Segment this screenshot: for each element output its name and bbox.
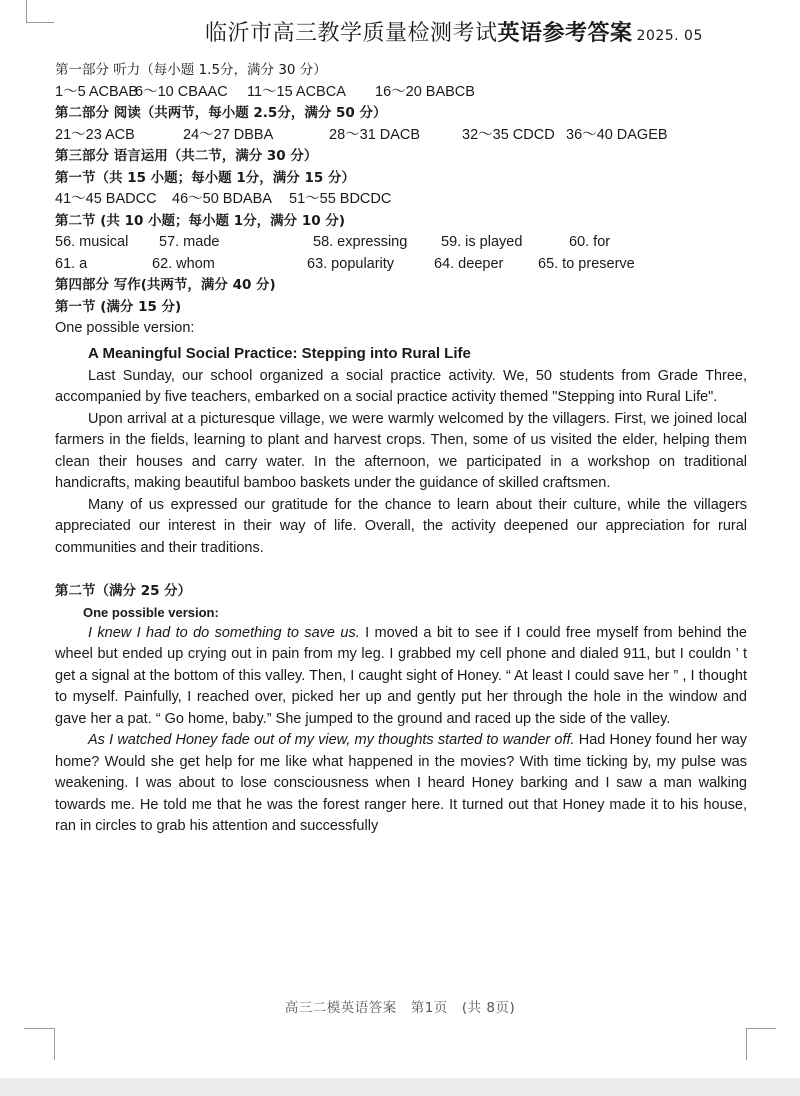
part2-heading: 第二部分 阅读（共两节，每小题 2.5分，满分 50 分）	[55, 105, 387, 121]
answer-group: 32～35 CDCD	[462, 126, 555, 143]
answer-item: 61. a	[55, 255, 88, 272]
crop-mark	[746, 1028, 747, 1060]
part1-heading: 第一部分 听力（每小题 1.5分，满分 30 分）	[55, 62, 327, 78]
title-normal: 临沂市高三教学质量检测考试	[205, 21, 498, 46]
answer-group: 24～27 DBBA	[183, 126, 274, 143]
spacer	[55, 559, 747, 581]
answer-group: 28～31 DACB	[329, 126, 421, 143]
answer-item: 58. expressing	[313, 234, 408, 250]
story-paragraph	[55, 623, 747, 731]
answer-content	[55, 60, 747, 838]
part3-section2-heading: 第二节 (共 10 小题；每小题 1分，满分 10 分)	[55, 212, 346, 229]
part4-heading: 第四部分 写作(共两节，满分 40 分)	[55, 277, 276, 293]
part4-section2-heading: 第二节（满分 25 分）	[55, 583, 192, 599]
part1-answers	[55, 82, 747, 104]
part2-answers	[55, 125, 747, 147]
story-text: I moved a bit to see if I could free myself from behind the wheel but ended up crying out in pain from my leg. I grabbed my cell phone and dialed 911, but I couldn ’ t get a signal at the bottom of this valley. Then, I caught sight of Honey. “ At least I could save her ” , I thought to myself. Painfully, I reached over, picked her up and gently put her through the hole in the window and gave her a pat. “ Go home, baby.” She jumped to the ground and raced up the side of the valley.	[55, 624, 747, 727]
story-text: Had Honey found her way home? Would she get help for me like what happened in the movies? With time ticking by, my pulse was weakening. I was about to lose consciousness when I heard Honey barking and I saw a man walking towards me. He told me that he was the forest ranger here. It turned out that Honey made it to his house, ran in circles to grab his attention and successfully	[55, 732, 748, 834]
page-title	[205, 16, 703, 47]
section2-version-label: One possible version:	[83, 604, 219, 620]
essay-paragraph: Upon arrival at a picturesque village, we were warmly welcomed by the villagers. First, we joined local farmers in the fields, learning to plant and harvest crops. Then, some of us visited the elder, helping them clean their houses and carry water. In the afternoon, we participated in a workshop on traditional handicrafts, making beautiful bamboo baskets under the guidance of skilled craftsmen.	[55, 410, 747, 491]
crop-mark	[26, 22, 54, 23]
title-bold: 英语参考答案	[497, 21, 633, 46]
answer-group: 1～5 ACBAB	[55, 83, 139, 100]
answer-group: 51～55 BDCDC	[289, 191, 392, 207]
crop-mark	[24, 1028, 54, 1029]
part3-section1-heading: 第一节（共 15 小题；每小题 1分，满分 15 分）	[55, 169, 355, 186]
answer-item: 56. musical	[55, 234, 129, 250]
answer-group: 6～10 CBAAC	[135, 83, 228, 100]
story-lead-sentence: As I watched Honey fade out of my view, my thoughts started to wander off.	[88, 732, 575, 748]
crop-mark	[746, 1028, 776, 1029]
part3-section2-row2	[55, 254, 747, 276]
essay-paragraph: Last Sunday, our school organized a social practice activity. We, 50 students from Grade Three, accompanied by five teachers, embarked on a social practice activity themed "Stepping into Rural Life".	[55, 367, 747, 405]
answer-item: 57. made	[159, 234, 220, 250]
answer-item: 65. to preserve	[538, 255, 635, 272]
answer-item: 62. whom	[152, 255, 215, 272]
crop-mark	[54, 1028, 55, 1060]
viewer-bottom-band	[0, 1078, 800, 1096]
part3-section1-answers	[55, 189, 747, 211]
essay-paragraph: Many of us expressed our gratitude for the chance to learn about their culture, while the villagers appreciated our interest in their way of life. Overall, the activity deepened our appreciation for rural communities and their traditions.	[55, 496, 747, 556]
crop-mark	[26, 0, 27, 22]
answer-group: 36～40 DAGEB	[566, 126, 668, 143]
answer-group: 11～15 ACBCA	[247, 83, 346, 100]
page-footer: 高三二模英语答案 第1页 (共 8页)	[284, 1000, 516, 1016]
story-lead-sentence: I knew I had to do something to save us.	[88, 624, 360, 641]
answer-group: 21～23 ACB	[55, 126, 135, 143]
answer-item: 64. deeper	[434, 255, 504, 272]
part4-section1-heading: 第一节 (满分 15 分)	[55, 298, 182, 315]
answer-group: 16～20 BABCB	[375, 83, 475, 100]
answer-group: 46～50 BDABA	[172, 191, 272, 207]
answer-item: 63. popularity	[307, 255, 395, 272]
answer-group: 41～45 BADCC	[55, 191, 157, 207]
title-date: 2025. 05	[636, 28, 703, 44]
part3-section2-row1	[55, 232, 747, 254]
answer-item: 59. is played	[441, 234, 523, 250]
essay-title: A Meaningful Social Practice: Stepping into Rural Life	[88, 344, 471, 362]
part3-heading: 第三部分 语言运用（共二节，满分 30 分）	[55, 148, 318, 164]
answer-item: 60. for	[569, 234, 611, 250]
story-paragraph	[55, 730, 747, 838]
version-label: One possible version:	[55, 320, 195, 336]
